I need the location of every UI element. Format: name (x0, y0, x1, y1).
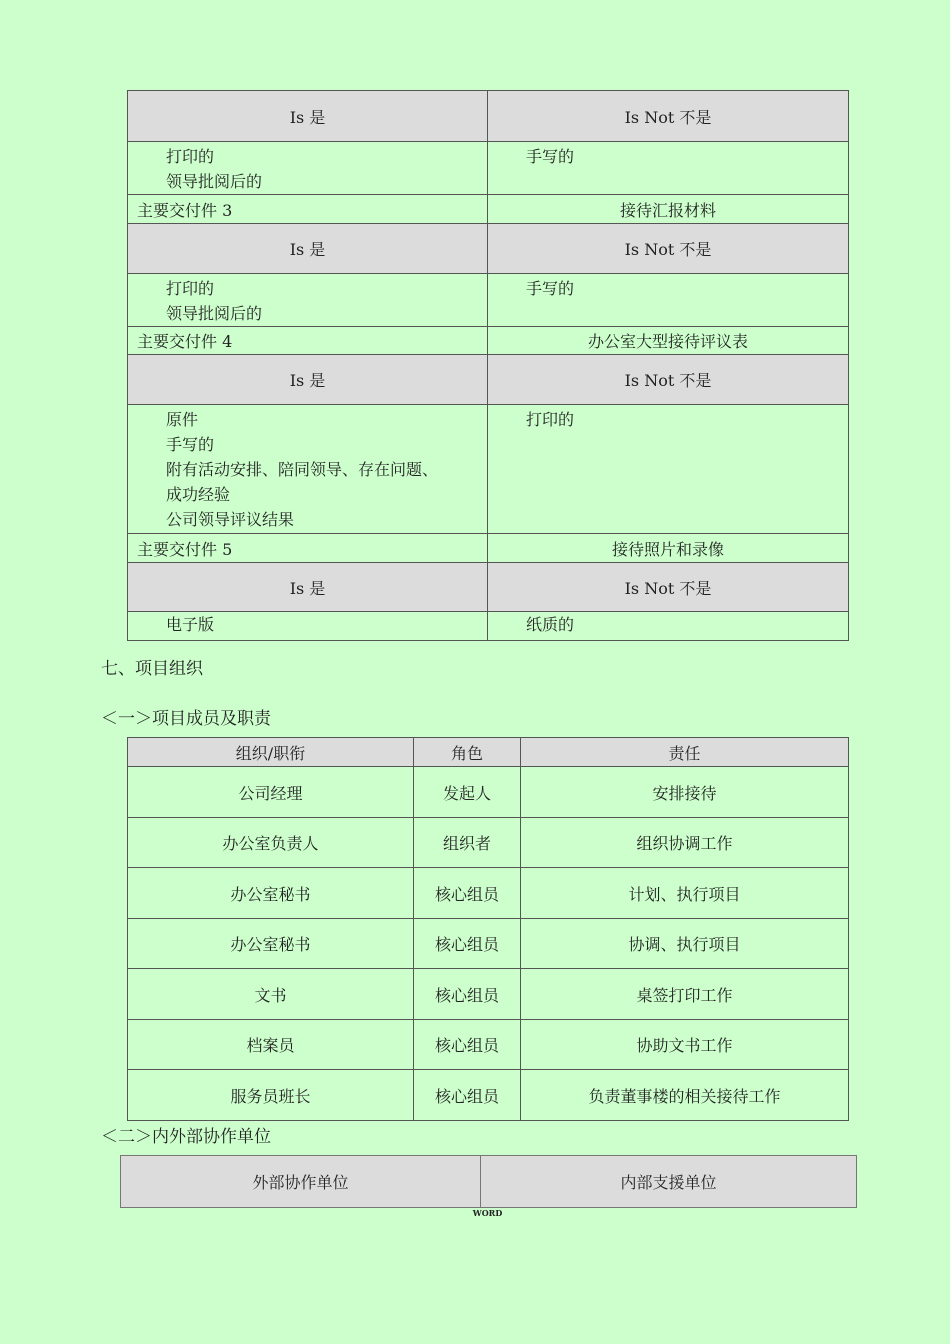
is-header: Is 是 (128, 91, 488, 142)
subsection-units-title: ＜二＞内外部协作单位 (101, 1127, 271, 1147)
role-cell: 发起人 (414, 767, 521, 818)
deliverable-value: 接待照片和录像 (488, 534, 849, 563)
units-table (120, 1155, 857, 1208)
table-row (128, 919, 849, 969)
is-cell: 电子版 (128, 612, 488, 641)
role-cell: 核心组员 (414, 969, 521, 1020)
internal-units-header: 内部支援单位 (481, 1156, 857, 1208)
table-row (128, 818, 849, 868)
deliverable-value: 办公室大型接待评议表 (488, 327, 849, 355)
deliverable-label: 主要交付件 4 (128, 327, 488, 355)
is-not-cell: 手写的 (488, 142, 849, 195)
position-cell: 办公室秘书 (128, 868, 414, 919)
table-row (128, 969, 849, 1020)
is-not-header: Is Not 不是 (488, 224, 849, 274)
is-header: Is 是 (128, 355, 488, 405)
responsibility-cell: 安排接待 (521, 767, 849, 818)
is-header: Is 是 (128, 563, 488, 612)
deliverables-table (127, 90, 849, 641)
is-not-header: Is Not 不是 (488, 563, 849, 612)
is-cell: 原件 手写的 附有活动安排、陪同领导、存在问题、 成功经验 公司领导评议结果 (128, 405, 488, 534)
column-header: 组织/职衔 (128, 738, 414, 767)
subsection-members-title: ＜一＞项目成员及职责 (101, 709, 271, 729)
role-cell: 核心组员 (414, 919, 521, 969)
is-not-cell: 纸质的 (488, 612, 849, 641)
page-footer: WORD (472, 1208, 503, 1218)
is-cell: 打印的 领导批阅后的 (128, 274, 488, 327)
responsibility-cell: 协调、执行项目 (521, 919, 849, 969)
role-cell: 组织者 (414, 818, 521, 868)
position-cell: 公司经理 (128, 767, 414, 818)
deliverable-value: 接待汇报材料 (488, 195, 849, 224)
role-cell: 核心组员 (414, 1020, 521, 1070)
position-cell: 服务员班长 (128, 1070, 414, 1121)
members-table (127, 737, 849, 1121)
is-header: Is 是 (128, 224, 488, 274)
table-row (128, 767, 849, 818)
role-cell: 核心组员 (414, 1070, 521, 1121)
position-cell: 办公室负责人 (128, 818, 414, 868)
position-cell: 文书 (128, 969, 414, 1020)
is-not-cell: 手写的 (488, 274, 849, 327)
deliverable-label: 主要交付件 5 (128, 534, 488, 563)
position-cell: 档案员 (128, 1020, 414, 1070)
table-row (128, 1020, 849, 1070)
role-cell: 核心组员 (414, 868, 521, 919)
table-row (128, 1070, 849, 1121)
responsibility-cell: 负责董事楼的相关接待工作 (521, 1070, 849, 1121)
external-units-header: 外部协作单位 (121, 1156, 481, 1208)
is-cell: 打印的 领导批阅后的 (128, 142, 488, 195)
section-title: 七、项目组织 (101, 659, 203, 679)
responsibility-cell: 桌签打印工作 (521, 969, 849, 1020)
column-header: 责任 (521, 738, 849, 767)
column-header: 角色 (414, 738, 521, 767)
position-cell: 办公室秘书 (128, 919, 414, 969)
deliverable-label: 主要交付件 3 (128, 195, 488, 224)
responsibility-cell: 计划、执行项目 (521, 868, 849, 919)
is-not-header: Is Not 不是 (488, 91, 849, 142)
is-not-cell: 打印的 (488, 405, 849, 534)
responsibility-cell: 组织协调工作 (521, 818, 849, 868)
responsibility-cell: 协助文书工作 (521, 1020, 849, 1070)
is-not-header: Is Not 不是 (488, 355, 849, 405)
table-row (128, 868, 849, 919)
